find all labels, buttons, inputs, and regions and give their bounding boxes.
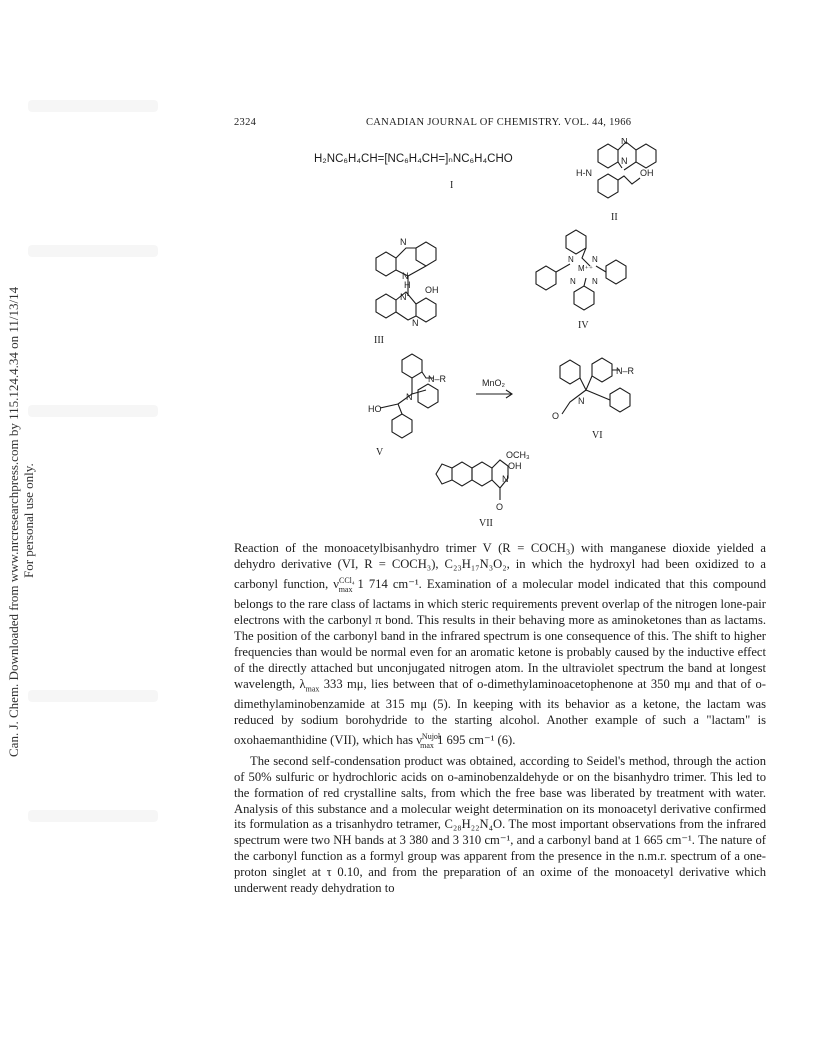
chemical-structures-figure bbox=[230, 138, 770, 538]
atom-N: N bbox=[400, 292, 407, 302]
atom-N: N bbox=[592, 277, 598, 286]
structure-V bbox=[368, 354, 447, 438]
atom-OCH3: OCH₃ bbox=[506, 450, 530, 460]
reagent-label: MnO₂ bbox=[482, 378, 505, 388]
label-VII: VII bbox=[479, 518, 493, 529]
structure-III bbox=[376, 237, 439, 328]
scan-smudge bbox=[28, 245, 158, 257]
side-watermark bbox=[0, 0, 40, 1056]
label-V: V bbox=[376, 447, 384, 458]
scan-smudge bbox=[28, 405, 158, 417]
label-III: III bbox=[374, 335, 384, 346]
structures-svg bbox=[230, 138, 770, 538]
scan-smudge bbox=[28, 690, 158, 702]
atom-N: N bbox=[578, 396, 585, 406]
atom-N: N bbox=[406, 392, 413, 402]
atom-H: H bbox=[404, 280, 411, 290]
atom-NR: N–R bbox=[428, 374, 447, 384]
atom-OH: OH bbox=[640, 168, 654, 178]
page-number: 2324 bbox=[234, 117, 257, 128]
structure-VI bbox=[552, 358, 635, 421]
formula-I: H₂NC₆H₄CH=[NC₆H₄CH=]ₙNC₆H₄CHO bbox=[314, 153, 513, 165]
watermark-line-2: For personal use only. bbox=[21, 463, 36, 578]
atom-N: N bbox=[502, 474, 509, 484]
atom-OH: OH bbox=[425, 285, 439, 295]
atom-N: N bbox=[412, 318, 419, 328]
paragraph-2: The second self-condensation product was obtained, according to Seidel's method, through the action of 50% sulfuric or hydrochloric acids on o-aminobenzaldehyde or on the bisanhydro trimer. This led to the formation of red crystalline salts, from which the free base was liberated by treatment with water. Analysis of this substance and a molecular weight determination on its monoacetyl derivative confirmed its formulation as a trisanhydro tetramer, C₂₈H₂₂N₄O. The most important observations from the infrared spectrum were two NH bands at 3 380 and 3 310 cm⁻¹, and a carbonyl band at 1 665 cm⁻¹. The nature of the carbonyl function as a formyl group was apparent from the presence in the n.m.r. spectrum of a one-proton singlet at τ 0.10, and from the preparation of an oxime of the monoacetyl derivative which underwent ready dehydration to bbox=[234, 753, 766, 896]
reaction-arrow bbox=[476, 390, 512, 398]
atom-N: N bbox=[592, 255, 598, 264]
paragraph-1: Reaction of the monoacetylbisanhydro trimer V (R = COCH₃) with manganese dioxide yielded a dehydro derivative (VI, R = COCH₃), C₂₃H₁₇N₃O₂, in which the hydroxyl had been oxidized to a carbonyl function, $\nu^{CCl_4}_{max}$ 1 714 cm⁻¹. Examination of a molecular model indicated that this compound belongs to the rare class of lactams in which steric requirements prevent overlap of the nitrogen lone-pair electrons with the carbonyl π bond. This results in their behaving more as aminoketones than as lactams. The position of the carbonyl band in the infrared spectrum is one consequence of this. The shift to higher frequencies than would be normal even for an aromatic ketone is probably caused by the inductive effect of the directly attached but unconjugated nitrogen atom. In the ultraviolet spectrum the band at longest wavelength, $\lambda_{max}$ 333 mμ, lies between that of o-dimethylaminoacetophenone at 350 mμ and that of o-dimethylaminobenzamide at 315 mμ (5). In keeping with its behavior as a ketone, the lactam was reduced by sodium borohydride to the starting alcohol. Another example of such a "lactam" is oxohaemanthidine (VII), which has $\nu^{Nujol}_{max}$ 1 695 cm⁻¹ (6). bbox=[234, 541, 766, 750]
body-text bbox=[234, 541, 766, 897]
atom-N: N bbox=[570, 277, 576, 286]
atom-N: N bbox=[400, 237, 407, 247]
running-title: CANADIAN JOURNAL OF CHEMISTRY. VOL. 44, 1966 bbox=[366, 117, 632, 128]
atom-O: O bbox=[496, 502, 504, 512]
structure-IV bbox=[536, 230, 626, 310]
label-II: II bbox=[611, 212, 618, 223]
atom-N: N bbox=[621, 156, 628, 166]
label-I: I bbox=[450, 180, 454, 191]
atom-N: N bbox=[621, 138, 628, 146]
atom-O: O bbox=[552, 411, 560, 421]
atom-M: M⁺⁺ bbox=[578, 264, 594, 273]
structure-VII bbox=[436, 450, 530, 512]
label-VI: VI bbox=[592, 430, 603, 441]
atom-HO: HO bbox=[368, 404, 382, 414]
scan-smudge bbox=[28, 810, 158, 822]
watermark-line-1: Can. J. Chem. Downloaded from www.nrcresearchpress.com by 115.124.4.34 on 11/13/14 bbox=[6, 286, 21, 757]
label-IV: IV bbox=[578, 320, 589, 331]
structure-II bbox=[576, 138, 656, 198]
atom-OH: OH bbox=[508, 461, 522, 471]
atom-N: N bbox=[402, 271, 409, 281]
scan-smudge bbox=[28, 100, 158, 112]
atom-NR: N–R bbox=[616, 366, 635, 376]
atom-NH: H-N bbox=[576, 168, 592, 178]
atom-N: N bbox=[568, 255, 574, 264]
